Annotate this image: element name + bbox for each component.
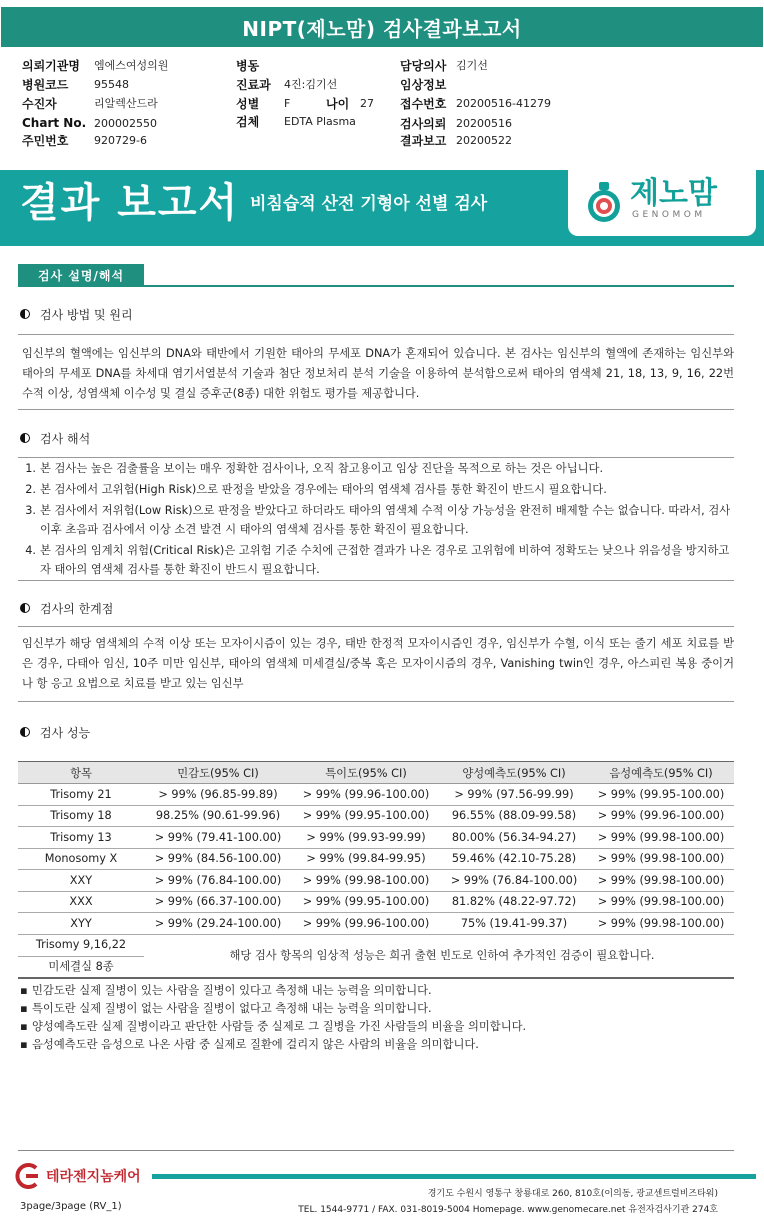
list-item [22, 541, 734, 579]
note-text: 민감도란 실제 질병이 있는 사람을 질병이 있다고 측정해 내는 능력을 의미합니다. [32, 984, 432, 997]
limitations-heading [20, 598, 113, 618]
divider [18, 334, 734, 335]
table-cell: > 99% (99.95-100.00) [292, 891, 440, 913]
table-cell: Trisomy 13 [18, 827, 144, 849]
note-item: ▪ 민감도란 실제 질병이 있는 사람을 질병이 있다고 측정해 내는 능력을 의미합니다. [20, 982, 732, 1000]
column-header: 특이도(95% CI) [292, 762, 440, 784]
age-value: 27 [360, 96, 374, 110]
report-date-value: 20200522 [456, 133, 512, 147]
table-row [18, 827, 734, 849]
logo-subtext: GENOMOM [632, 210, 706, 220]
table-cell: 81.82% (48.22-97.72) [440, 891, 588, 913]
list-item [22, 459, 734, 478]
report-date-label: 결과보고 [400, 133, 447, 148]
section-tab: 검사 설명/해석 [18, 264, 144, 286]
column-header: 민감도(95% CI) [144, 762, 292, 784]
table-cell: > 99% (99.95-100.00) [292, 805, 440, 827]
divider [18, 626, 734, 627]
table-cell: > 99% (99.84-99.95) [292, 848, 440, 870]
report-title: NIPT(제노맘) 검사결과보고서 [1, 7, 763, 47]
rare-item-label: Trisomy 9,16,22 [35, 938, 127, 951]
table-cell: > 99% (29.24-100.00) [144, 913, 292, 935]
interpretation-list [22, 459, 734, 581]
interpretation-heading-text: 검사 해석 [40, 431, 91, 446]
table-cell: Monosomy X [18, 848, 144, 870]
table-cell: > 99% (99.96-100.00) [292, 913, 440, 935]
table-cell: > 99% (76.84-100.00) [440, 870, 588, 892]
method-heading [20, 304, 133, 324]
table-row [18, 913, 734, 935]
list-text: 본 검사에서 고위험(High Risk)으로 판정을 받았을 경우에는 태아의 염색체 검사를 통한 확진이 반드시 필요합니다. [40, 483, 607, 496]
table-cell: > 99% (97.56-99.99) [440, 784, 588, 806]
table-cell: 98.25% (90.61-99.96) [144, 805, 292, 827]
recipient-value: 리알렉산드라 [94, 97, 158, 110]
half-circle-bullet-icon [20, 727, 30, 737]
performance-heading [20, 722, 90, 742]
divider [18, 701, 734, 702]
section-divider [18, 285, 734, 287]
id-value: 920729-6 [94, 133, 147, 147]
table-cell: Trisomy 21 [18, 784, 144, 806]
specimen-value: EDTA Plasma [284, 114, 356, 128]
limitations-heading-text: 검사의 한계점 [40, 601, 114, 616]
logo-text: 제노맘 [630, 176, 717, 211]
list-item [22, 480, 734, 499]
list-number: 2. [25, 483, 36, 496]
list-item [22, 501, 734, 539]
table-cell: XXY [18, 870, 144, 892]
table-cell: > 99% (76.84-100.00) [144, 870, 292, 892]
footer-accent-bar [152, 1174, 756, 1179]
note-text: 음성예측도란 음성으로 나온 사람 중 실제로 질환에 걸리지 않은 사람의 비율을 의미합니다. [32, 1038, 479, 1051]
footer-divider [18, 1150, 734, 1151]
company-contact: TEL. 1544-9771 / FAX. 031-8019-5004 Homepage. www.genomecare.net 유전자검사기관 274호 [298, 1205, 718, 1215]
banner-title: 결과 보고서 [20, 180, 240, 226]
note-text: 양성예측도란 실제 질병이라고 판단한 사람들 중 실제로 그 질병을 가진 사람들의 비율을 의미합니다. [32, 1020, 527, 1033]
column-header: 양성예측도(95% CI) [440, 762, 588, 784]
method-heading-text: 검사 방법 및 원리 [40, 307, 133, 322]
table-row [18, 891, 734, 913]
divider [18, 580, 734, 581]
table-cell: 59.46% (42.10-75.28) [440, 848, 588, 870]
half-circle-bullet-icon [20, 433, 30, 443]
ward-label: 병동 [236, 58, 260, 73]
company-logo [14, 1162, 141, 1190]
column-header: 음성예측도(95% CI) [588, 762, 734, 784]
definition-notes [20, 982, 732, 1054]
hospital-code-value: 95548 [94, 77, 129, 91]
dept-label: 진료과 [236, 77, 271, 92]
table-cell: > 99% (99.96-100.00) [588, 805, 734, 827]
table-cell: 75% (19.41-99.37) [440, 913, 588, 935]
divider [18, 977, 734, 979]
doctor-value: 김기선 [456, 59, 488, 72]
note-item: ▪ 특이도란 실제 질병이 없는 사람을 질병이 없다고 측정해 내는 능력을 의미합니다. [20, 1000, 732, 1018]
performance-heading-text: 검사 성능 [40, 725, 91, 740]
request-value: 20200516 [456, 116, 512, 130]
interpretation-heading [20, 428, 90, 448]
report-header [0, 0, 764, 54]
company-name: 테라젠지놈케어 [46, 1169, 141, 1185]
accession-label: 접수번호 [400, 96, 447, 111]
sex-value: F [284, 96, 291, 110]
accession-value: 20200516-41279 [456, 96, 551, 110]
table-cell: 96.55% (88.09-99.58) [440, 805, 588, 827]
table-cell: XYY [18, 913, 144, 935]
table-cell: > 99% (96.85-99.89) [144, 784, 292, 806]
table-cell: > 99% (79.41-100.00) [144, 827, 292, 849]
table-cell: > 99% (84.56-100.00) [144, 848, 292, 870]
chart-value: 200002550 [94, 116, 157, 130]
doctor-label: 담당의사 [400, 58, 447, 73]
hospital-label: 의뢰기관명 [22, 58, 80, 73]
dept-value: 4진:김기선 [284, 78, 338, 91]
page-number: 3page/3page (RV_1) [20, 1201, 122, 1212]
terragen-logo-icon [14, 1163, 44, 1189]
table-cell: XXX [18, 891, 144, 913]
performance-table [18, 761, 734, 935]
list-text: 본 검사에서 저위험(Low Risk)으로 판정을 받았다고 하더라도 태아의 염색체 수적 이상 가능성을 완전히 배제할 수는 없습니다. 따라서, 검사 이후 초음파 검사에서 이상 소견 발견 시 태아의 염색체 검사를 통한 확진이 필요합니다. [40, 504, 731, 536]
divider [18, 409, 734, 410]
specimen-label: 검체 [236, 114, 260, 129]
chart-label: Chart No. [22, 116, 87, 130]
sex-label: 성별 [236, 96, 260, 111]
table-cell: > 99% (99.96-100.00) [292, 784, 440, 806]
column-header: 항목 [18, 762, 144, 784]
half-circle-bullet-icon [20, 309, 30, 319]
table-cell: > 99% (66.37-100.00) [144, 891, 292, 913]
table-cell: Trisomy 18 [18, 805, 144, 827]
recipient-label: 수진자 [22, 96, 57, 111]
note-item: ▪ 음성예측도란 음성으로 나온 사람 중 실제로 질환에 걸리지 않은 사람의 비율을 의미합니다. [20, 1036, 732, 1054]
table-cell: > 99% (99.93-99.99) [292, 827, 440, 849]
clinical-label: 임상정보 [400, 77, 447, 92]
table-cell: > 99% (99.98-100.00) [588, 913, 734, 935]
half-circle-bullet-icon [20, 603, 30, 613]
table-row [18, 805, 734, 827]
divider [18, 457, 734, 458]
genomom-logo-icon [584, 178, 624, 226]
company-address: 경기도 수원시 영통구 창룡대로 260, 810호(이의동, 광교센트럴비즈타워) [427, 1189, 718, 1199]
method-body: 임신부의 혈액에는 임신부의 DNA와 태반에서 기원한 태아의 무세포 DNA가 혼재되어 있습니다. 본 검사는 임신부의 혈액에 존재하는 임신부와 태아의 무세포 DNA를 차세대 염기서열분석 기술과 첨단 정보처리 분석 기술을 이용하여 분석함으로써 태아의 염색체 21, 18, 13, 9, 16, 22번 수적 이상, 성염색체 이수성 및 결실 증후군(8종) 대한 위험도 평가를 제공합니다. [22, 347, 734, 400]
rare-note: 해당 검사 항목의 임상적 성능은 희귀 출현 빈도로 인하여 추가적인 검증이 필요합니다. [229, 949, 655, 962]
request-label: 검사의뢰 [400, 116, 447, 131]
list-text: 본 검사는 높은 검출률을 보이는 매우 정확한 검사이나, 오직 참고용이고 임상 진단을 목적으로 하는 것은 아닙니다. [40, 462, 604, 475]
note-text: 특이도란 실제 질병이 없는 사람을 질병이 없다고 측정해 내는 능력을 의미합니다. [32, 1002, 432, 1015]
table-cell: > 99% (99.98-100.00) [588, 827, 734, 849]
list-number: 1. [25, 462, 36, 475]
hospital-code-label: 병원코드 [22, 77, 69, 92]
list-text: 본 검사의 임계치 위험(Critical Risk)은 고위험 기준 수치에 근접한 결과가 나온 경우로 고위험에 비하여 정확도는 낮으나 위음성을 방지하고자 태아의 염색체 검사를 통한 확진이 반드시 필요합니다. [40, 544, 730, 576]
table-cell: > 99% (99.95-100.00) [588, 784, 734, 806]
age-label: 나이 [326, 96, 350, 111]
rare-item-label: 미세결실 8종 [48, 960, 114, 973]
table-header-row [18, 762, 734, 784]
table-row [18, 784, 734, 806]
patient-info [0, 54, 764, 154]
note-item: ▪ 양성예측도란 실제 질병이라고 판단한 사람들 중 실제로 그 질병을 가진 사람들의 비율을 의미합니다. [20, 1018, 732, 1036]
hospital-value: 엠에스여성의원 [94, 59, 169, 72]
list-number: 3. [25, 504, 36, 517]
banner-subtitle: 비침습적 산전 기형아 선별 검사 [250, 194, 488, 214]
list-number: 4. [25, 544, 36, 557]
table-cell: 80.00% (56.34-94.27) [440, 827, 588, 849]
table-row [18, 870, 734, 892]
limitations-body: 임신부가 해당 염색체의 수적 이상 또는 모자이시즘이 있는 경우, 태반 한정적 모자이시즘인 경우, 임신부가 수혈, 이식 또는 줄기 세포 치료를 받은 경우, 다태아 임신, 10주 미만 임신부, 태아의 염색체 미세결실/중복 혹은 모자이시즘의 경우, Vanishing twin인 경우, 아스피린 복용 중이거나 항 응고 요법으로 치료를 받고 있는 임신부 [22, 637, 734, 690]
genomom-logo [568, 170, 756, 236]
table-cell: > 99% (99.98-100.00) [292, 870, 440, 892]
table-row [18, 848, 734, 870]
table-cell: > 99% (99.98-100.00) [588, 848, 734, 870]
table-cell: > 99% (99.98-100.00) [588, 891, 734, 913]
id-label: 주민번호 [22, 133, 69, 148]
table-cell: > 99% (99.98-100.00) [588, 870, 734, 892]
